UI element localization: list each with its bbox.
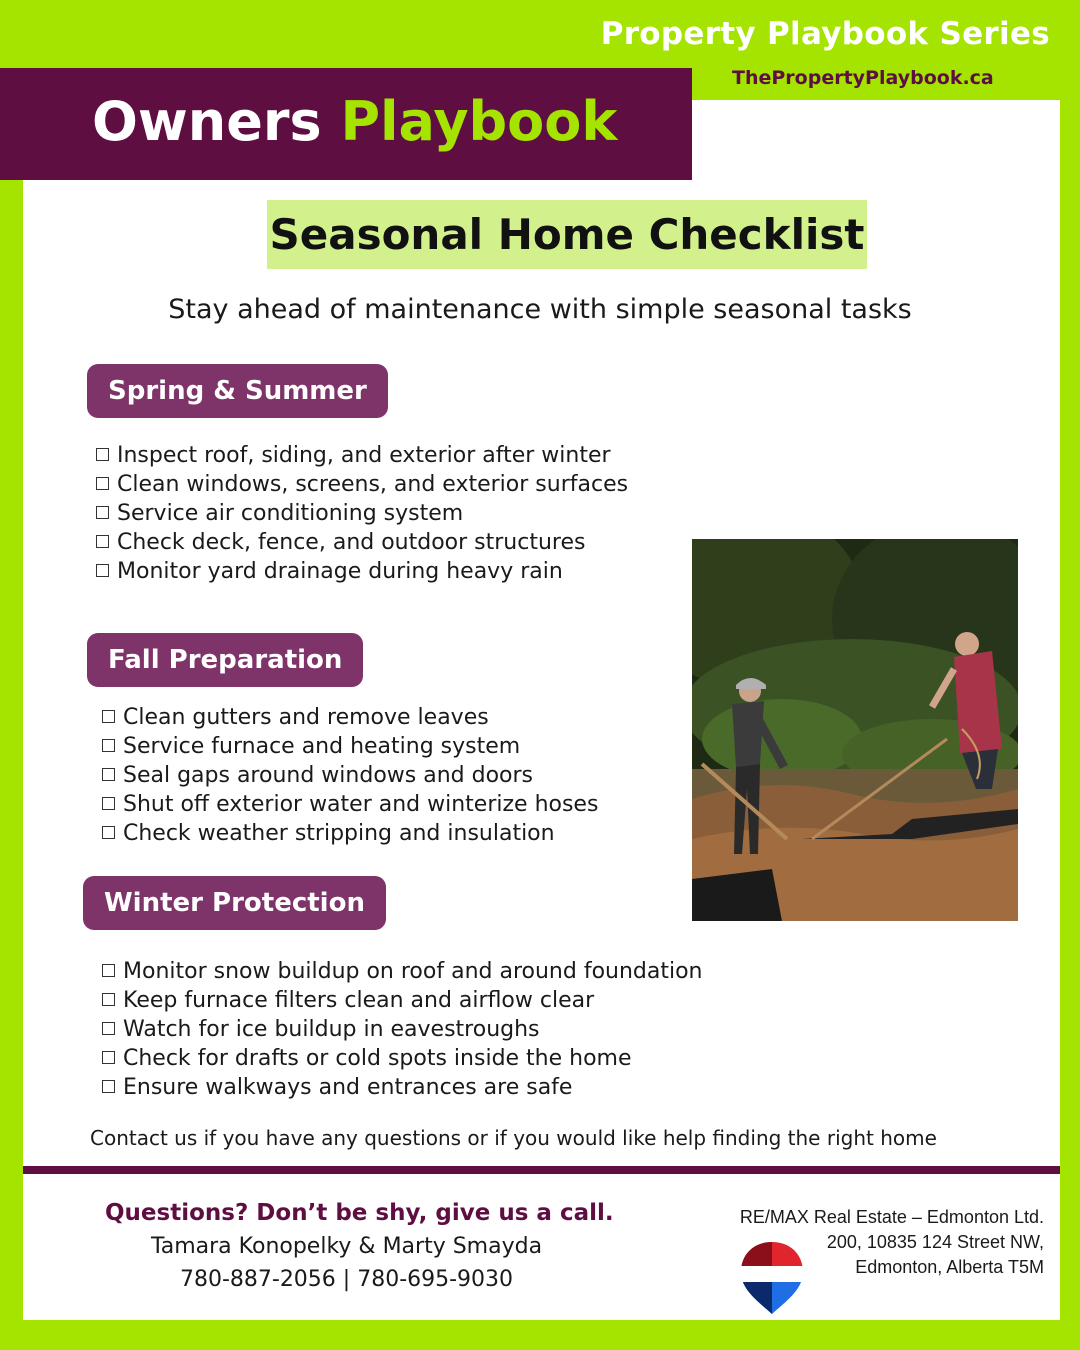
checklist-title: Seasonal Home Checklist bbox=[267, 200, 867, 269]
website-link[interactable]: ThePropertyPlaybook.ca bbox=[732, 67, 994, 89]
address-line-2: Edmonton, Alberta T5M bbox=[855, 1257, 1044, 1277]
spring-summer-list bbox=[96, 441, 628, 586]
series-title: Property Playbook Series bbox=[600, 16, 1050, 52]
subtitle: Stay ahead of maintenance with simple seasonal tasks bbox=[168, 294, 912, 325]
list-item: Check deck, fence, and outdoor structures bbox=[96, 528, 628, 557]
remax-balloon-logo-icon bbox=[739, 1240, 805, 1316]
list-item: Ensure walkways and entrances are safe bbox=[102, 1073, 703, 1102]
checkbox-icon[interactable] bbox=[96, 448, 109, 461]
list-item: Seal gaps around windows and doors bbox=[102, 761, 598, 790]
list-item: Clean gutters and remove leaves bbox=[102, 703, 598, 732]
checkbox-icon[interactable] bbox=[102, 768, 115, 781]
list-item: Monitor snow buildup on roof and around foundation bbox=[102, 957, 703, 986]
list-item: Keep furnace filters clean and airflow clear bbox=[102, 986, 703, 1015]
banner-title bbox=[92, 90, 617, 154]
checkbox-icon[interactable] bbox=[102, 993, 115, 1006]
fall-preparation-list bbox=[102, 703, 598, 848]
contact-line: Contact us if you have any questions or if you would like help finding the right home bbox=[90, 1126, 937, 1150]
call-to-action: Questions? Don’t be shy, give us a call. bbox=[105, 1200, 614, 1226]
list-item: Inspect roof, siding, and exterior after winter bbox=[96, 441, 628, 470]
list-item: Check weather stripping and insulation bbox=[102, 819, 598, 848]
section-heading-fall-preparation: Fall Preparation bbox=[87, 633, 363, 687]
checkbox-icon[interactable] bbox=[96, 506, 109, 519]
checkbox-icon[interactable] bbox=[96, 535, 109, 548]
list-item: Shut off exterior water and winterize hoses bbox=[102, 790, 598, 819]
winter-protection-list bbox=[102, 957, 703, 1102]
list-item: Service air conditioning system bbox=[96, 499, 628, 528]
checkbox-icon[interactable] bbox=[102, 797, 115, 810]
gardening-photo bbox=[692, 539, 1018, 921]
banner-word-playbook: Playbook bbox=[340, 90, 618, 153]
checkbox-icon[interactable] bbox=[102, 1051, 115, 1064]
banner-word-owners: Owners bbox=[92, 90, 322, 153]
checkbox-icon[interactable] bbox=[102, 1022, 115, 1035]
section-heading-spring-summer: Spring & Summer bbox=[87, 364, 388, 418]
list-item: Check for drafts or cold spots inside the home bbox=[102, 1044, 703, 1073]
list-item: Watch for ice buildup in eavestroughs bbox=[102, 1015, 703, 1044]
phone-numbers[interactable]: 780-887-2056 | 780-695-9030 bbox=[179, 1267, 514, 1292]
list-item: Service furnace and heating system bbox=[102, 732, 598, 761]
checkbox-icon[interactable] bbox=[102, 826, 115, 839]
checkbox-icon[interactable] bbox=[102, 964, 115, 977]
section-heading-winter-protection: Winter Protection bbox=[83, 876, 386, 930]
checkbox-icon[interactable] bbox=[102, 1080, 115, 1093]
agent-names: Tamara Konopelky & Marty Smayda bbox=[150, 1234, 543, 1259]
checkbox-icon[interactable] bbox=[96, 477, 109, 490]
checkbox-icon[interactable] bbox=[96, 564, 109, 577]
list-item: Monitor yard drainage during heavy rain bbox=[96, 557, 628, 586]
checkbox-icon[interactable] bbox=[102, 739, 115, 752]
list-item: Clean windows, screens, and exterior surfaces bbox=[96, 470, 628, 499]
footer-divider bbox=[23, 1166, 1060, 1174]
address-line-1: 200, 10835 124 Street NW, bbox=[826, 1232, 1044, 1252]
brokerage-name: RE/MAX Real Estate – Edmonton Ltd. bbox=[739, 1207, 1044, 1227]
checkbox-icon[interactable] bbox=[102, 710, 115, 723]
